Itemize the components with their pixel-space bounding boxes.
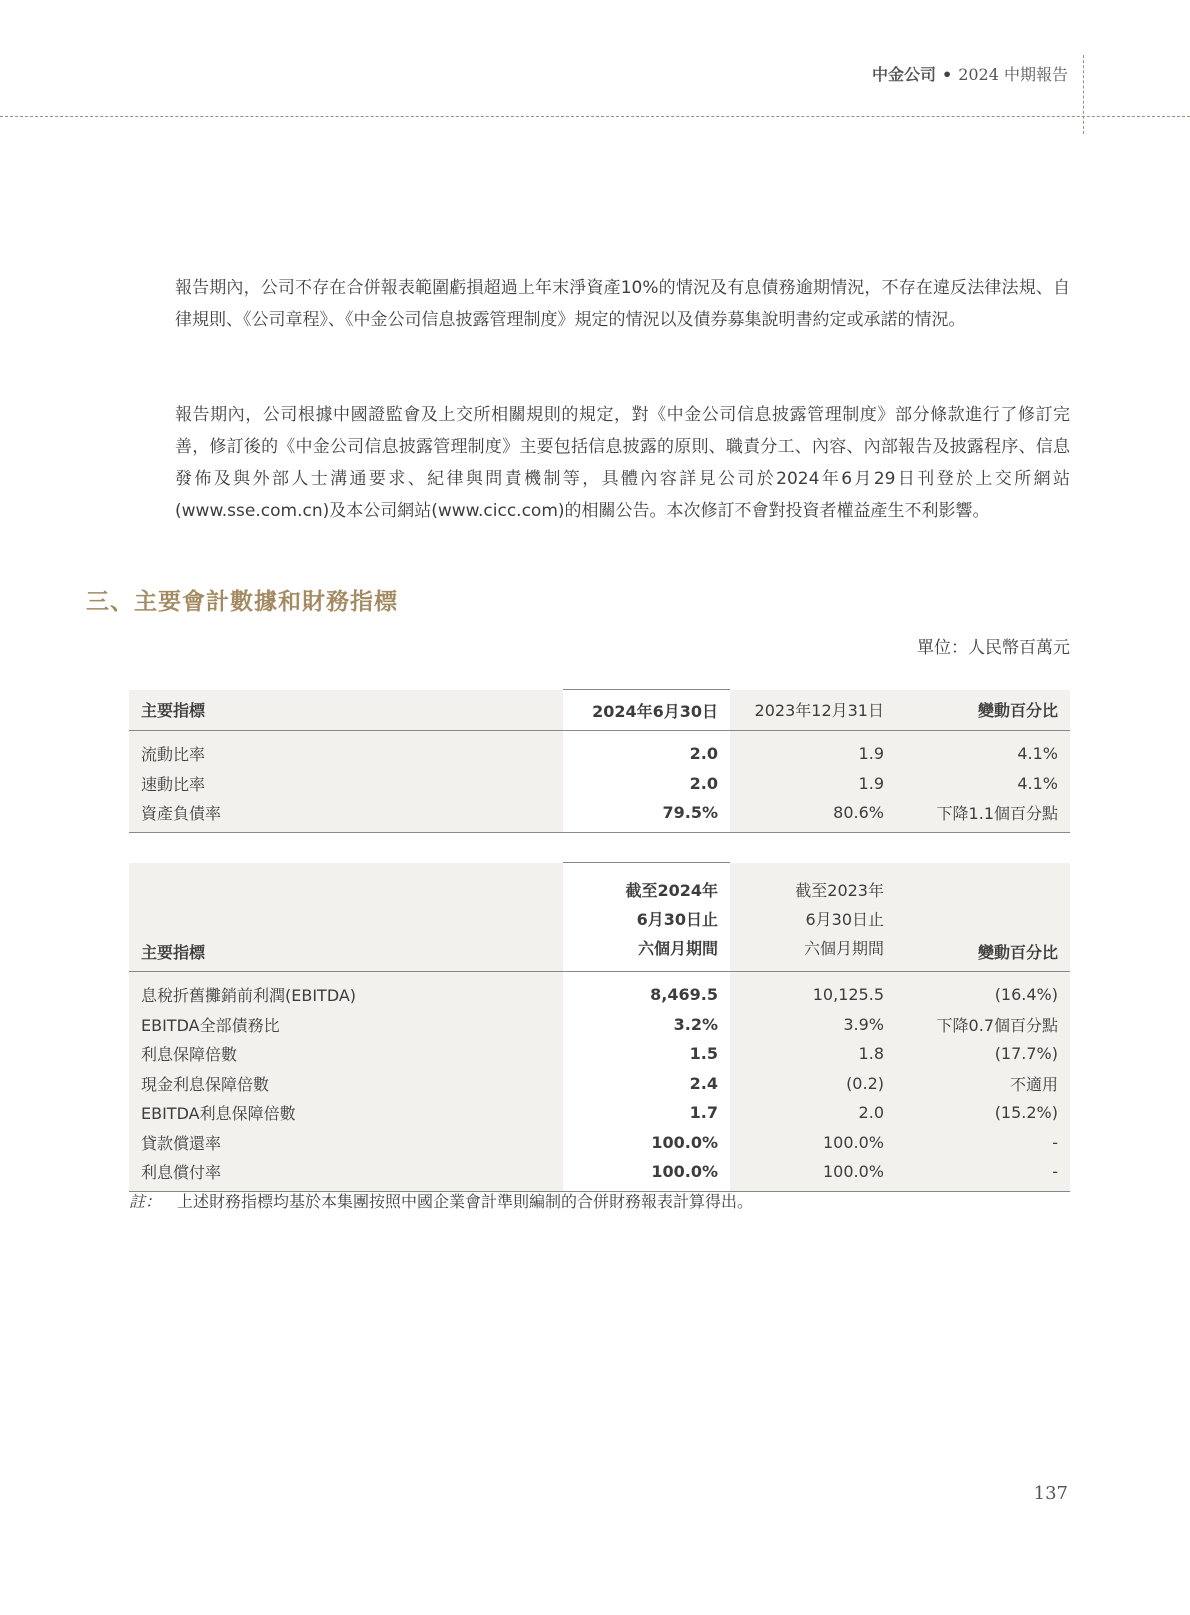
header-vertical-divider <box>1083 55 1084 134</box>
table-header-row <box>129 690 1070 731</box>
row-previous-value: 1.8 <box>730 1039 896 1069</box>
row-change-value: 4.1% <box>896 731 1070 769</box>
paragraph-2: 報告期內，公司根據中國證監會及上交所相關規則的規定，對《中金公司信息披露管理制度》部分條款進行了修訂完善，修訂後的《中金公司信息披露管理制度》主要包括信息披露的原則、職責分工、內容、內部報告及披露程序、信息發佈及與外部人士溝通要求、紀律與問責機制等，具體內容詳見公司於2024年6月29日刊登於上交所網站(www.sse.com.cn)及本公司網站(www.cicc.com)的相關公告。本次修訂不會對投資者權益產生不利影響。 <box>175 405 1070 521</box>
table-row <box>129 972 1070 1010</box>
table-header-row <box>129 863 1070 972</box>
section-title: 三、主要會計數據和財務指標 <box>86 589 398 615</box>
header-current-line-1: 截至2024年 <box>625 881 718 900</box>
header-current-line-2: 6月30日止 <box>636 910 718 929</box>
row-current-value: 100.0% <box>563 1128 730 1158</box>
table-row <box>129 731 1070 769</box>
row-label: 流動比率 <box>129 731 563 769</box>
row-change-value: (15.2%) <box>896 1098 1070 1128</box>
table-1-body <box>129 731 1070 833</box>
unit-label: 單位：人民幣百萬元 <box>917 638 1070 658</box>
header-horizontal-divider <box>0 116 1190 117</box>
header-previous-line-3: 六個月期間 <box>803 939 884 958</box>
header-previous-line-1: 截至2023年 <box>795 881 884 900</box>
paragraph-1: 報告期內，公司不存在合併報表範圍虧損超過上年末淨資產10%的情況及有息債務逾期情況，不存在違反法律法規、自律規則、《公司章程》、《中金公司信息披露管理制度》規定的情況以及債券募集說明書約定或承諾的情況。 <box>175 278 1070 330</box>
header-current-line-3: 六個月期間 <box>637 939 718 958</box>
table-row <box>129 1128 1070 1158</box>
header-indicator: 主要指標 <box>129 863 563 972</box>
footnote-text: 上述財務指標均基於本集團按照中國企業會計準則編制的合併財務報表計算得出。 <box>177 1192 754 1211</box>
table-row <box>129 1010 1070 1040</box>
row-previous-value: 100.0% <box>730 1128 896 1158</box>
table-row <box>129 1069 1070 1099</box>
row-previous-value: 80.6% <box>730 798 896 832</box>
row-change-value: (16.4%) <box>896 972 1070 1010</box>
table-row <box>129 769 1070 799</box>
row-change-value: 下降0.7個百分點 <box>896 1010 1070 1040</box>
row-current-value: 2.0 <box>563 769 730 799</box>
header-previous-period <box>730 863 896 972</box>
row-change-value: 不適用 <box>896 1069 1070 1099</box>
row-previous-value: (0.2) <box>730 1069 896 1099</box>
row-label: 貸款償還率 <box>129 1128 563 1158</box>
row-current-value: 100.0% <box>563 1157 730 1191</box>
table-2-body <box>129 972 1070 1192</box>
header-current-date: 2024年6月30日 <box>563 690 730 731</box>
row-current-value: 2.4 <box>563 1069 730 1099</box>
row-label: 現金利息保障倍數 <box>129 1069 563 1099</box>
row-label: EBITDA全部債務比 <box>129 1010 563 1040</box>
row-label: 速動比率 <box>129 769 563 799</box>
row-change-value: 下降1.1個百分點 <box>896 798 1070 832</box>
table-row <box>129 1157 1070 1191</box>
row-previous-value: 10,125.5 <box>730 972 896 1010</box>
page-header <box>872 62 1068 85</box>
header-change: 變動百分比 <box>896 690 1070 731</box>
row-label: 資產負債率 <box>129 798 563 832</box>
header-current-period <box>563 863 730 972</box>
footnote-label: 註： <box>129 1192 162 1211</box>
row-previous-value: 1.9 <box>730 769 896 799</box>
header-report-title: 2024 中期報告 <box>958 65 1068 84</box>
financial-indicators-table-1 <box>129 689 1070 833</box>
table-row <box>129 1039 1070 1069</box>
header-previous-line-2: 6月30日止 <box>805 910 884 929</box>
header-previous-date: 2023年12月31日 <box>730 690 896 731</box>
row-previous-value: 2.0 <box>730 1098 896 1128</box>
table-row <box>129 1098 1070 1128</box>
row-label: 息稅折舊攤銷前利潤(EBITDA) <box>129 972 563 1010</box>
header-indicator: 主要指標 <box>129 690 563 731</box>
row-current-value: 8,469.5 <box>563 972 730 1010</box>
row-current-value: 79.5% <box>563 798 730 832</box>
header-separator: • <box>941 65 953 84</box>
row-current-value: 1.7 <box>563 1098 730 1128</box>
row-current-value: 1.5 <box>563 1039 730 1069</box>
row-change-value: 4.1% <box>896 769 1070 799</box>
row-label: 利息償付率 <box>129 1157 563 1191</box>
row-current-value: 2.0 <box>563 731 730 769</box>
row-label: 利息保障倍數 <box>129 1039 563 1069</box>
row-change-value: - <box>896 1157 1070 1191</box>
header-company: 中金公司 <box>871 65 936 84</box>
page-number: 137 <box>1033 1483 1068 1504</box>
row-change-value: (17.7%) <box>896 1039 1070 1069</box>
row-current-value: 3.2% <box>563 1010 730 1040</box>
financial-indicators-table-2 <box>129 862 1070 1192</box>
row-change-value: - <box>896 1128 1070 1158</box>
header-change: 變動百分比 <box>896 863 1070 972</box>
row-previous-value: 100.0% <box>730 1157 896 1191</box>
row-label: EBITDA利息保障倍數 <box>129 1098 563 1128</box>
row-previous-value: 3.9% <box>730 1010 896 1040</box>
table-row <box>129 798 1070 832</box>
footnote <box>129 1189 753 1212</box>
row-previous-value: 1.9 <box>730 731 896 769</box>
